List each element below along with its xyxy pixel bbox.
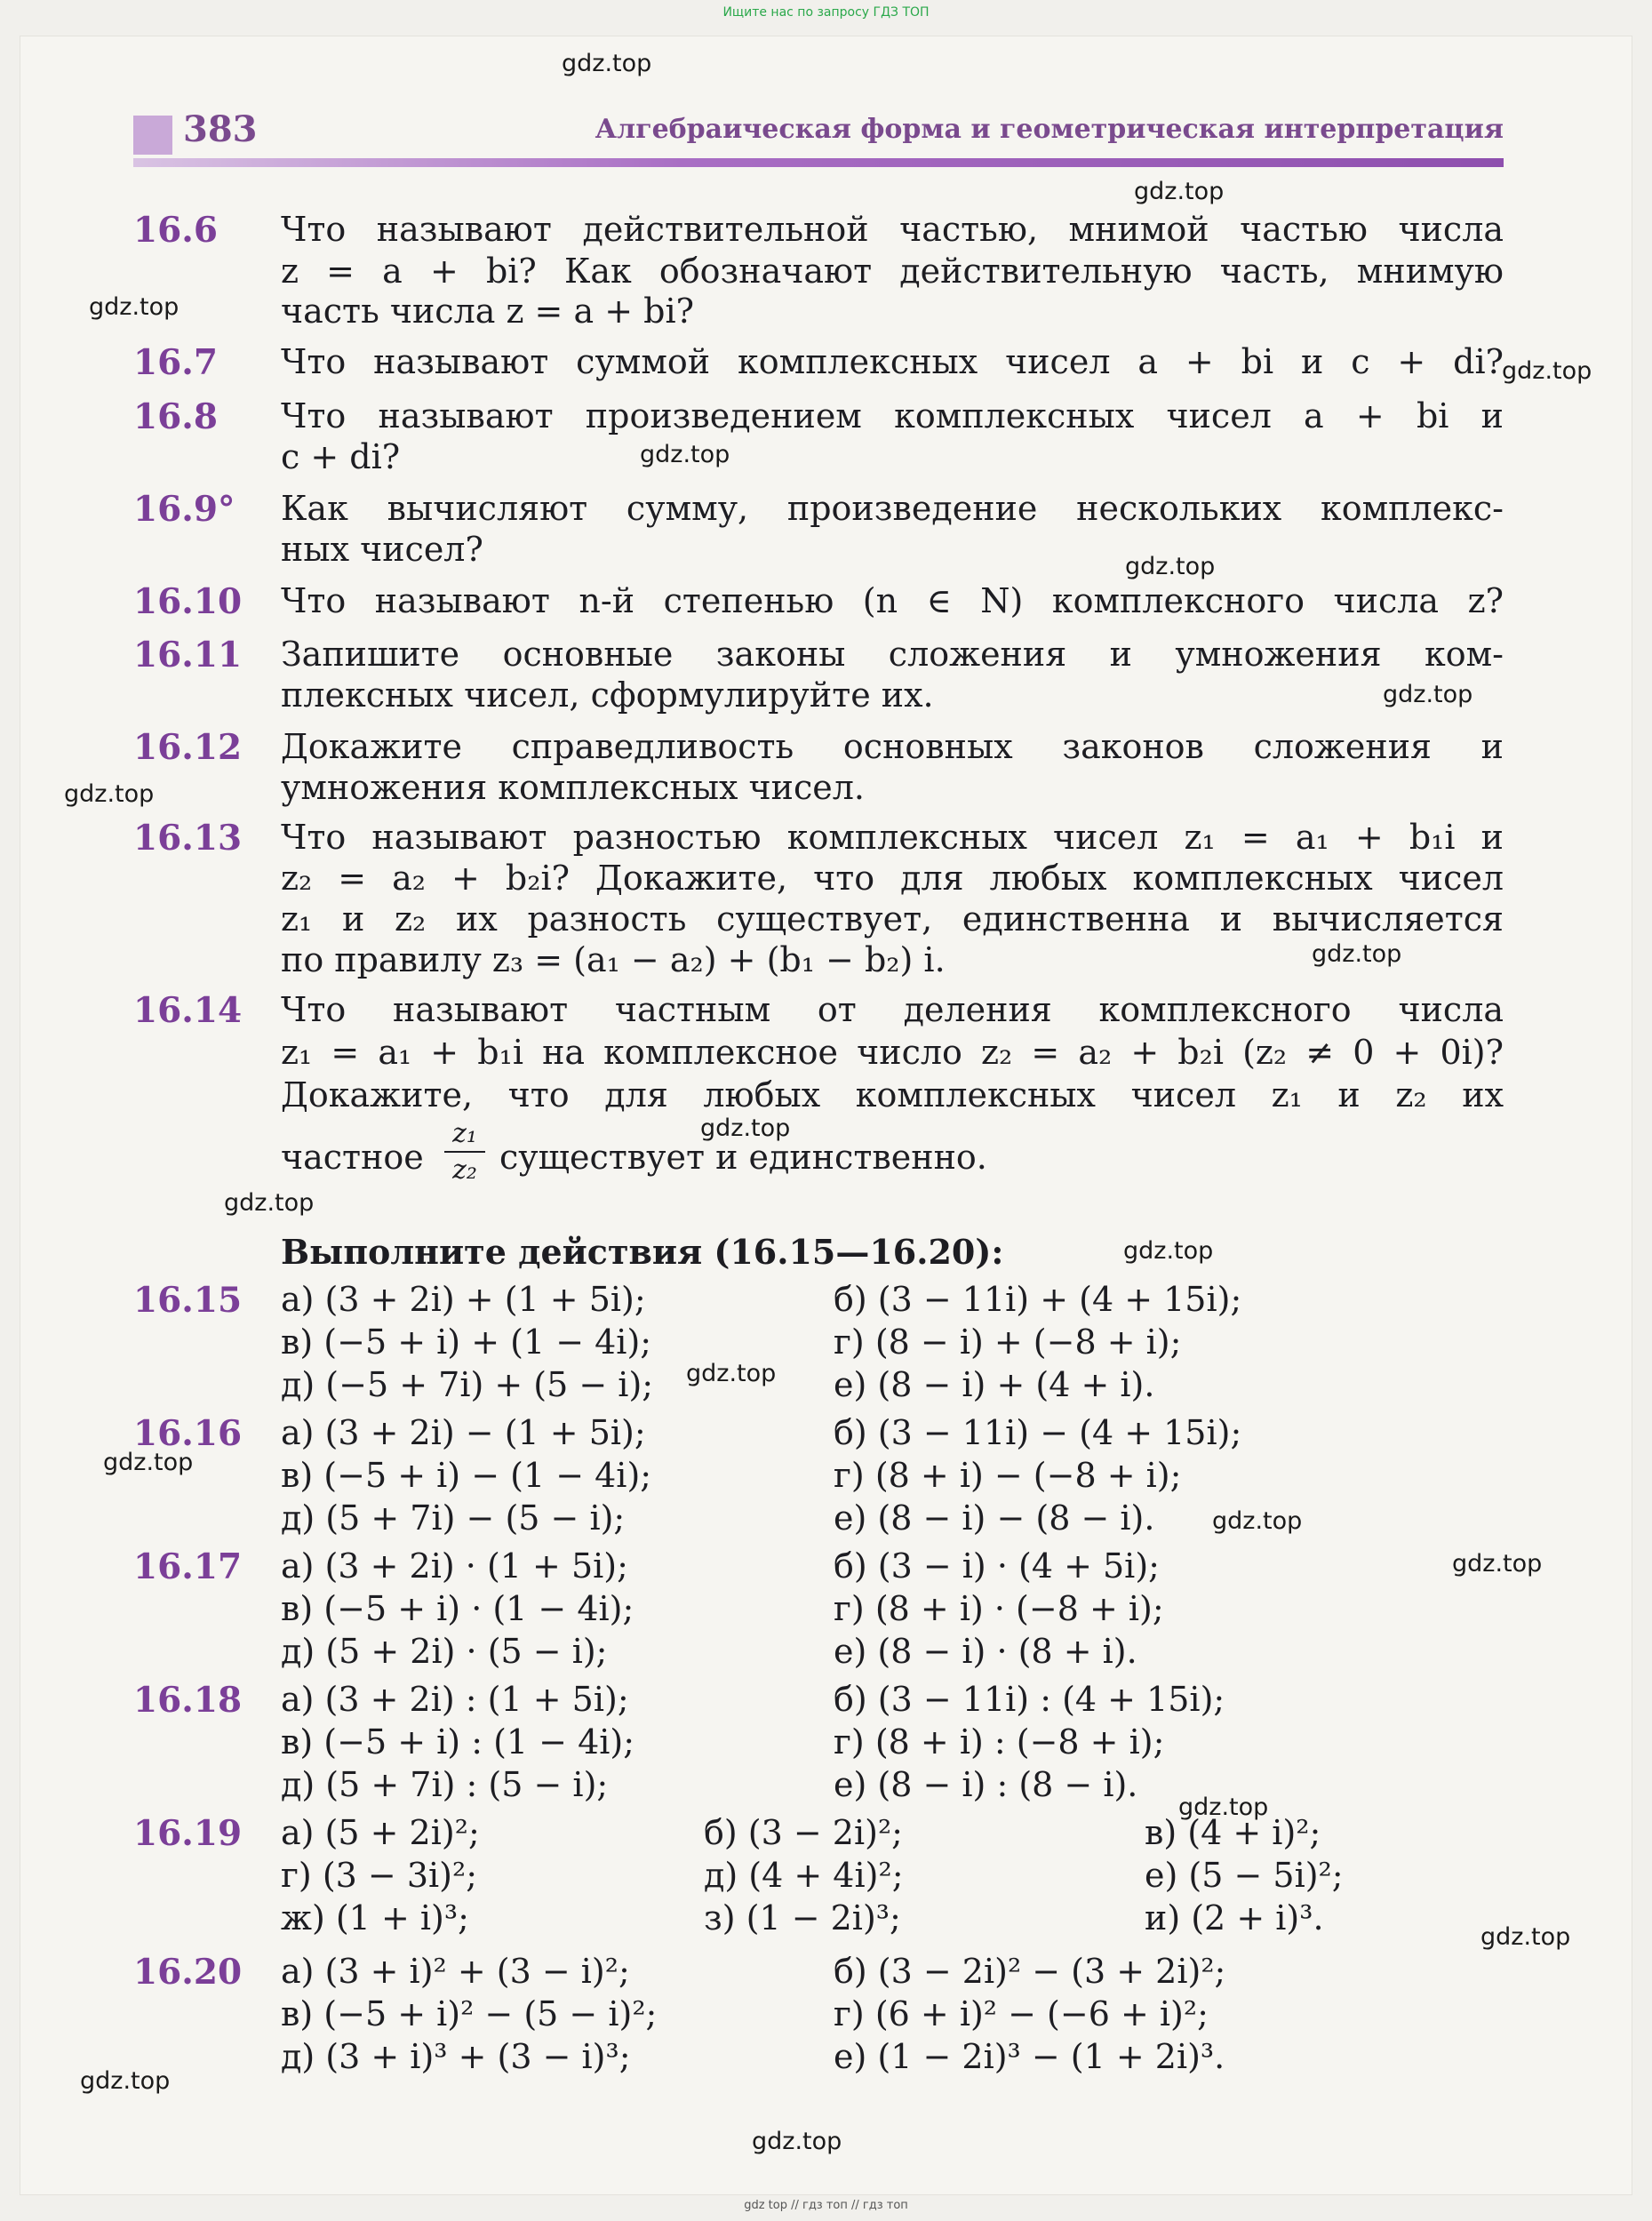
problem-text: Что называют произведением комплексных чисел a + bi и (281, 396, 1504, 435)
exercise-number: 16.16 (133, 1413, 243, 1454)
problem-number: 16.12 (133, 727, 243, 768)
watermark: gdz.top (1480, 1923, 1571, 1951)
problem-number: 16.11 (133, 635, 243, 675)
watermark: gdz.top (1212, 1507, 1303, 1535)
exercises-heading: Выполните действия (16.15—16.20): (281, 1232, 1004, 1272)
problem-text: плексных чисел, сформулируйте их. (281, 675, 934, 715)
problem-text: Что называют разностью комплексных чисел z₁ = a₁ + b₁i и (281, 818, 1504, 857)
problem-number: 16.10 (133, 581, 243, 622)
watermark: gdz.top (1178, 1794, 1269, 1821)
exercise-item: а) (3 + 2i) + (1 + 5i); (281, 1280, 646, 1319)
exercise-item: в) (−5 + i) : (1 − 4i); (281, 1722, 635, 1762)
exercise-item: в) (−5 + i) · (1 − 4i); (281, 1589, 634, 1628)
fraction-numerator: z₁ (452, 1118, 477, 1149)
problem-text: часть числа z = a + bi? (281, 292, 694, 331)
section-title: Алгебраическая форма и геометрическая интерпретация (595, 114, 1504, 145)
exercise-item: а) (5 + 2i)²; (281, 1813, 480, 1852)
exercise-item: г) (8 + i) : (−8 + i); (834, 1722, 1165, 1762)
exercise-item: а) (3 + 2i) · (1 + 5i); (281, 1546, 628, 1586)
problem-number: 16.7 (133, 342, 218, 383)
problem-text: z₁ и z₂ их разность существует, единственна и вычисляется (281, 899, 1504, 939)
bottom-note: gdz top // гдз топ // гдз топ (744, 2199, 908, 2212)
problem-number: 16.6 (133, 210, 218, 251)
exercise-item: б) (3 − i) · (4 + 5i); (834, 1546, 1160, 1586)
problem-text: Что называют суммой комплексных чисел a + bi и c + di? (281, 342, 1504, 381)
fraction (444, 1118, 485, 1186)
watermark: gdz.top (1502, 357, 1592, 385)
problem-text: c + di? (281, 437, 401, 476)
problem-text: частное (281, 1138, 424, 1177)
watermark: gdz.top (64, 780, 155, 808)
exercise-item: в) (4 + i)²; (1145, 1813, 1321, 1852)
exercise-item: в) (−5 + i)² − (5 − i)²; (281, 1994, 658, 2033)
problem-number: 16.8 (133, 396, 218, 437)
watermark: gdz.top (89, 293, 180, 321)
header-rule (133, 158, 1504, 167)
problem-text: Что называют частным от деления комплексного числа (281, 990, 1504, 1029)
exercise-item: ж) (1 + i)³; (281, 1898, 469, 1937)
exercise-item: е) (8 − i) · (8 + i). (834, 1632, 1137, 1671)
watermark: gdz.top (752, 2128, 842, 2155)
problem-number: 16.9° (133, 489, 235, 530)
problem-number: 16.13 (133, 818, 243, 859)
exercise-item: в) (−5 + i) + (1 − 4i); (281, 1322, 652, 1362)
watermark: gdz.top (1452, 1550, 1543, 1578)
exercise-item: е) (1 − 2i)³ − (1 + 2i)³. (834, 2037, 1225, 2076)
exercise-number: 16.18 (133, 1680, 243, 1721)
problem-text: по правилу z₃ = (a₁ − a₂) + (b₁ − b₂) i. (281, 940, 946, 979)
exercise-item: г) (8 + i) · (−8 + i); (834, 1589, 1164, 1628)
watermark: gdz.top (686, 1360, 777, 1387)
exercise-item: г) (8 − i) + (−8 + i); (834, 1322, 1182, 1362)
exercise-item: и) (2 + i)³. (1145, 1898, 1324, 1937)
exercise-item: е) (8 − i) : (8 − i). (834, 1765, 1138, 1804)
watermark: gdz.top (224, 1189, 315, 1217)
problem-text: Что называют действительной частью, мнимой частью числа (281, 210, 1504, 249)
watermark: gdz.top (1123, 1237, 1214, 1265)
problem-text: умножения комплексных чисел. (281, 768, 865, 807)
problem-text: z = a + bi? Как обозначают действительную часть, мнимую (281, 252, 1504, 291)
exercise-item: д) (5 + 2i) · (5 − i); (281, 1632, 608, 1671)
exercise-item: д) (5 + 7i) : (5 − i); (281, 1765, 609, 1804)
exercise-item: в) (−5 + i) − (1 − 4i); (281, 1456, 652, 1495)
exercise-item: г) (8 + i) − (−8 + i); (834, 1456, 1182, 1495)
exercise-number: 16.20 (133, 1952, 243, 1993)
exercise-item: а) (3 + i)² + (3 − i)²; (281, 1952, 630, 1991)
watermark: gdz.top (700, 1114, 791, 1142)
problem-number: 16.14 (133, 990, 243, 1031)
exercise-item: г) (6 + i)² − (−6 + i)²; (834, 1994, 1209, 2033)
exercise-item: б) (3 − 11i) − (4 + 15i); (834, 1413, 1242, 1452)
problem-text: z₂ = a₂ + b₂i? Докажите, что для любых комплексных чисел (281, 859, 1504, 898)
exercise-item: а) (3 + 2i) : (1 + 5i); (281, 1680, 629, 1719)
exercise-item: д) (3 + i)³ + (3 − i)³; (281, 2037, 631, 2076)
exercise-item: д) (4 + 4i)²; (704, 1856, 904, 1895)
page-header (133, 105, 1504, 169)
watermark: gdz.top (562, 50, 652, 77)
watermark: gdz.top (1134, 178, 1225, 205)
problem-text: Докажите, что для любых комплексных чисел z₁ и z₂ их (281, 1075, 1504, 1114)
problem-text: z₁ = a₁ + b₁i на комплексное число z₂ = a₂ + b₂i (z₂ ≠ 0 + 0i)? (281, 1033, 1504, 1072)
exercise-item: е) (5 − 5i)²; (1145, 1856, 1344, 1895)
exercise-item: з) (1 − 2i)³; (704, 1898, 901, 1937)
page-number: 383 (183, 108, 258, 150)
fraction-denominator: z₂ (452, 1154, 477, 1186)
watermark: gdz.top (80, 2067, 171, 2095)
header-marker (133, 116, 172, 155)
exercise-item: е) (8 − i) + (4 + i). (834, 1365, 1155, 1404)
problem-text: существует и единственно. (499, 1138, 987, 1177)
exercise-item: д) (−5 + 7i) + (5 − i); (281, 1365, 654, 1404)
watermark: gdz.top (640, 441, 730, 468)
watermark: gdz.top (1312, 940, 1402, 968)
exercise-item: е) (8 − i) − (8 − i). (834, 1498, 1155, 1538)
exercise-number: 16.15 (133, 1280, 243, 1321)
exercise-item: б) (3 − 2i)²; (704, 1813, 903, 1852)
exercise-number: 16.19 (133, 1813, 243, 1854)
exercise-item: г) (3 − 3i)²; (281, 1856, 478, 1895)
exercise-item: б) (3 − 11i) : (4 + 15i); (834, 1680, 1225, 1719)
problem-text: Запишите основные законы сложения и умножения ком- (281, 635, 1504, 674)
problem-text: ных чисел? (281, 530, 483, 569)
watermark: gdz.top (1125, 553, 1216, 580)
problem-text: Докажите справедливость основных законов сложения и (281, 727, 1504, 766)
top-note: Ищите нас по запросу ГДЗ ТОП (722, 5, 930, 20)
exercise-item: б) (3 − 2i)² − (3 + 2i)²; (834, 1952, 1226, 1991)
problem-text: Что называют n-й степенью (n ∈ N) комплексного числа z? (281, 581, 1504, 620)
exercise-item: б) (3 − 11i) + (4 + 15i); (834, 1280, 1242, 1319)
exercise-item: д) (5 + 7i) − (5 − i); (281, 1498, 626, 1538)
exercise-number: 16.17 (133, 1546, 243, 1587)
problem-text: Как вычисляют сумму, произведение нескольких комплекс- (281, 489, 1504, 528)
watermark: gdz.top (1383, 681, 1473, 708)
exercise-item: а) (3 + 2i) − (1 + 5i); (281, 1413, 646, 1452)
watermark: gdz.top (103, 1449, 194, 1476)
